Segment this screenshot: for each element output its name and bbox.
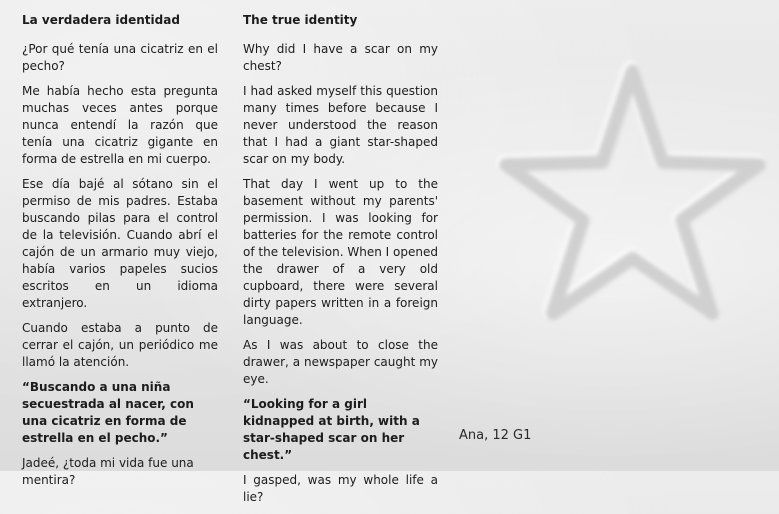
english-paragraph: That day I went up to the basement without my parents' permission. I was looking for batteries for the remote control of the television. When I opened the drawer of a very old cupboard, there were several dirty papers written in a foreign language. [243,177,438,327]
english-column [243,12,438,514]
spanish-title: La verdadera identidad [22,13,180,27]
english-paragraph: As I was about to close the drawer, a newspaper caught my eye. [243,338,438,386]
spanish-paragraph: Cuando estaba a punto de cerrar el cajón, un periódico me llamó la atención. [22,321,218,369]
star-icon [495,55,770,330]
english-paragraph: I had asked myself this question many times before because I never understood the reason that I had a giant star-shaped scar on my body. [243,84,438,166]
english-quote: “Looking for a girl kidnapped at birth, with a star-shaped scar on her chest.” [243,397,420,462]
spanish-paragraph: Ese día bajé al sótano sin el permiso de mis padres. Estaba buscando pilas para el control de la televisión. Cuando abrí el cajón de un armario muy viejo, había varios papeles sucios escritos en un idioma extranjero. [22,177,218,310]
spanish-paragraph: Me había hecho esta pregunta muchas veces antes porque nunca entendí la razón que tenía una cicatriz gigante en forma de estrella en mi cuerpo. [22,84,218,166]
spanish-ending: Jadeé, ¿toda mi vida fue una mentira? [22,456,194,487]
english-ending: I gasped, was my whole life a lie? [243,473,438,504]
spanish-paragraph: ¿Por qué tenía una cicatriz en el pecho? [22,42,218,73]
spanish-quote: “Buscando a una niña secuestrada al nacer, con una cicatriz en forma de estrella en el pecho.” [22,380,194,445]
spanish-column [22,12,218,497]
author-signature: Ana, 12 G1 [459,428,532,443]
english-paragraph: Why did I have a scar on my chest? [243,42,438,73]
english-title: The true identity [243,13,358,27]
